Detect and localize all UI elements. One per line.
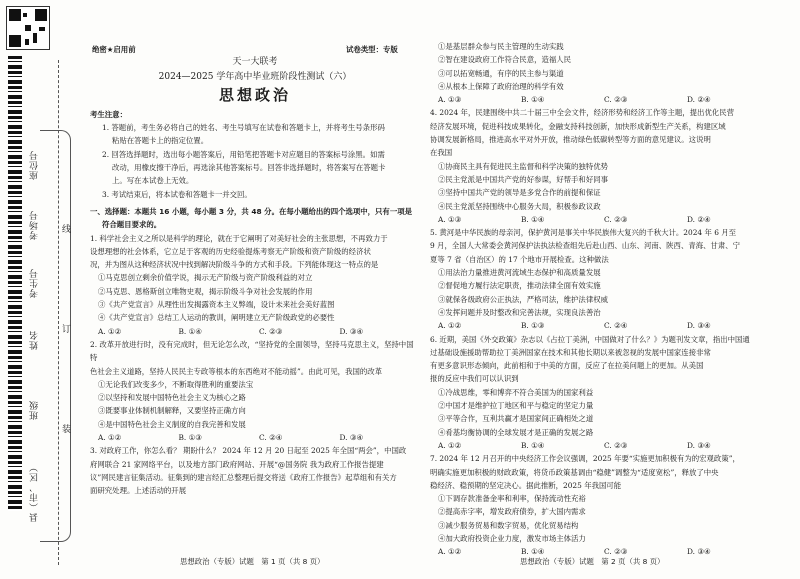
choice-b: B. ①③ — [178, 433, 202, 443]
question-stem: 在我国 — [430, 148, 453, 158]
question-stem: 稳经济、稳预期的坚定决心。据此推断，2025 年我国可能 — [430, 480, 622, 490]
choice-b: B. ①④ — [521, 214, 545, 224]
mark-staple: 装 — [62, 425, 72, 435]
question-stem: 夏等 7 省（自治区）的 17 个地市开展检查。这种做法 — [430, 254, 609, 264]
question-4 — [430, 106, 770, 226]
question-stem: 5. 黄河是中华民族的母亲河，保护黄河是事关中华民族伟大复兴的千秋大计。2024 年 6 月至 — [430, 228, 737, 238]
question-option: ④是中国特色社会主义制度的自我完善和发展 — [98, 419, 246, 429]
question-option: ③减少服务贸易和数字贸易，优化贸易结构 — [438, 520, 579, 530]
question-stem: 有更多意识形态倾向，此前相和于中美的方面，反应了在拉美问题上的更加。从美国 — [430, 361, 704, 371]
subject-title: 思想政治 — [218, 85, 291, 104]
question-stem: 6. 近期，美国《外交政策》杂志以《占拉丁美洲，中国做对了什么？》为题刊发文章，指出中国通 — [430, 334, 750, 344]
question-1 — [90, 232, 420, 338]
notice-line: 2. 回答选择题时，选出每小题答案后，用铅笔把答题卡对应题目的答案标号涂黑。如需 — [102, 149, 385, 159]
question-stem: 过基础设施援助帮助拉丁美洲国家在技术和其他长期以来被忽视的发展中国家连接非常 — [430, 347, 711, 357]
section-heading-cont: 符合题目要求的。 — [102, 220, 162, 230]
binding-strip — [0, 0, 82, 579]
right-column — [430, 40, 770, 559]
choice-d: D. ③④ — [687, 547, 711, 557]
choice-c: C. ②④ — [604, 321, 628, 331]
question-stem: 1. 科学社会主义之所以是科学的理论，就在于它阐明了对美好社会的主张思想，不再致力于 — [90, 233, 388, 243]
choice-d: D. ③④ — [687, 321, 711, 331]
question-option: ①无论我们改变多少，不断取得胜利的重要法宝 — [98, 379, 254, 389]
question-option: ①冷战思维，零和博弈不符合美国为的国家利益 — [438, 387, 594, 397]
question-option: ③平等合作，互利共赢才是国家间正确相处之道 — [438, 414, 594, 424]
question-stem: 2. 改革开放进行时，没有完成时，但无论怎么改，“坚持党的全面领导，坚持马克思主义，坚持中国特 — [90, 339, 414, 363]
question-option: ③既要事业体制机制解释，又要坚持正确方向 — [98, 406, 246, 416]
question-3 — [90, 444, 420, 497]
choice-c: C. ②③ — [259, 326, 283, 336]
notice-line: 粘贴在答题卡上的指定位置。 — [112, 136, 209, 146]
question-option: ①马克思创立剩余价值学说，揭示无产阶级与资产阶级利益的对立 — [98, 273, 313, 283]
choice-a: A. ①③ — [438, 95, 462, 105]
choice-b: B. ①④ — [521, 95, 545, 105]
field-class: 班级 — [30, 400, 40, 420]
question-option: ②中国才是维护拉丁地区和平与稳定的坚定力量 — [438, 401, 594, 411]
field-room-no: 考场号 — [30, 210, 40, 240]
field-seat-no: 座位号 — [30, 150, 40, 180]
notice-title: 考生注意： — [90, 109, 127, 119]
question-stem: 9 月，全国人大常委会黄河保护法执法检查组先后赴山西、山东、河南、陕西、青海、甘肃、宁 — [430, 241, 741, 251]
choice-d: D. ③④ — [687, 440, 711, 450]
question-option: ②马克思、恩格斯创立唯物史观，揭示阶级斗争对社会发展的作用 — [98, 286, 313, 296]
question-3-options — [430, 40, 770, 106]
notice-block — [90, 108, 420, 201]
choice-b: B. ①③ — [521, 321, 545, 331]
page-footer-right: 思想政治（专版）试题 第 2 页（共 8 页） — [520, 557, 665, 566]
notice-line: 上。写在本试卷上无效。 — [112, 176, 194, 186]
page-footer-left: 思想政治（专版）试题 第 1 页（共 8 页） — [180, 557, 325, 566]
barcode-icon — [8, 56, 22, 511]
question-option: ①协商民主具有促进民主监督和科学决策的独特优势 — [438, 161, 608, 171]
choice-d: D. ③④ — [339, 433, 364, 443]
question-option: ④肴基均衡协调的全球发展才是正确的发展之路 — [438, 427, 594, 437]
notice-line: 1. 答题前，考生务必将自己的姓名、考生号填写在试卷和答题卡上，并将考生号条形码 — [102, 123, 385, 133]
question-stem: 3. 对政府工作，你怎么看？ 期盼什么？ 2024 年 12 月 20 日起至 2025 年全国“两会”，中国政 — [90, 446, 407, 456]
choice-b: B. ①④ — [521, 547, 545, 557]
question-stem: 报的反应中我们可以认识到 — [430, 374, 519, 384]
question-stem: 况，并为图从这种经济状况中找到解决阶级斗争的方式和手段。下列能体现这一特点的是 — [90, 260, 379, 270]
section-heading: 一、选择题：本题共 16 小题，每小题 3 分，共 48 分。在每小题给出的四个选项中，只有一项是 — [90, 206, 412, 216]
field-county: 县（市、区） — [30, 462, 40, 522]
question-option: ③坚持中国共产党的领导是多党合作的前提和保证 — [438, 188, 601, 198]
mark-bind: 订 — [62, 325, 72, 335]
choice-d: D. ②④ — [687, 95, 711, 105]
question-stem: 设想理想的社会体系，它立足于客观的历史经验提炼考察无产阶级和资产阶级的经济状 — [90, 246, 371, 256]
choice-a: A. ①② — [98, 433, 122, 443]
question-stem: 面研究处理。上述活动的开展 — [90, 486, 187, 496]
question-option: ④《共产党宣言》总结工人运动的教训，阐明建立无产阶级政党的必要性 — [98, 313, 335, 323]
answer-choices — [430, 213, 770, 226]
choice-a: A. ①② — [98, 326, 122, 336]
question-stem: 4. 2024 年，民建围绕中共二十届三中全会文件，经济形势和经济工作等主题，提出优化民营 — [430, 108, 735, 118]
choice-a: A. ①② — [438, 440, 462, 450]
question-stem: 经济发展环境，促进科技成果转化，金融支持科技创新，加快形成新型生产关系，构建区域 — [430, 121, 726, 131]
question-option: ①是基层群众参与民主管理的生动实践 — [438, 42, 564, 51]
choice-b: B. ①④ — [178, 326, 202, 336]
question-stem: 府网联合 21 家网络平台，以及地方部门政府网站、开展“@国务院 我为政府工作报告提建 — [90, 459, 384, 469]
question-stem: 协调发展新格局，推进高水平对外开放，推动绿色低碳转型等方面的意见建议。这说明 — [430, 135, 711, 145]
question-7 — [430, 452, 770, 558]
question-option: ④从根本上保障了政府治理的科学有效 — [438, 81, 564, 91]
question-stem: 色社会主义道路，坚持人民民主专政等根本的东西绝对不能动摇”。由此可见，我国的改革 — [90, 366, 383, 376]
question-option: ①下调存款准备金率和利率，保持流动性充裕 — [438, 494, 586, 504]
notice-line: 改动，用橡皮擦干净后，再选涂其他答案标号。回答非选择题时，将答案写在答题卡 — [112, 163, 386, 173]
answer-choices — [430, 319, 770, 332]
answer-choices — [90, 431, 420, 444]
question-option: ②督促地方履行法定职责，推动法律全面有效实施 — [438, 281, 601, 291]
choice-d: D. ②④ — [687, 214, 711, 224]
question-option: ④发挥问题并及时整改和完善法规，实现良法善治 — [438, 307, 601, 317]
left-column — [90, 38, 420, 498]
confidential-label: 绝密★启用前 — [92, 45, 136, 54]
field-student-no: 考生号 — [30, 268, 40, 298]
mark-line: 线 — [62, 225, 72, 235]
choice-a: A. ①② — [438, 547, 462, 557]
question-option: ④民主党派坚持围绕中心服务大局，积极参政议政 — [438, 201, 601, 211]
question-option: ②民主党派是中国共产党的好参谋，好帮手和好同事 — [438, 174, 608, 184]
choice-c: C. ②③ — [604, 547, 628, 557]
choice-c: C. ②③ — [604, 95, 628, 105]
answer-choices — [90, 325, 420, 338]
question-option: ③可以拓宽畅通，有序的民主参与渠道 — [438, 68, 564, 78]
notice-line: 3. 考试结束后，将本试卷和答题卡一并交回。 — [102, 189, 252, 199]
qr-code-icon — [6, 6, 50, 50]
question-stem: 7. 2024 年 12 月召开的中央经济工作会议强调，2025 年要“实施更加积极有为的宏观政策”， — [430, 454, 740, 464]
question-option: ③《共产党宣言》从理性出发揭露资本主义弊端，设计未来社会美好蓝图 — [98, 300, 335, 310]
question-5 — [430, 226, 770, 332]
choice-c: C. ②③ — [604, 214, 628, 224]
choice-b: B. ①④ — [521, 440, 545, 450]
answer-choices — [430, 439, 770, 452]
paper-type-label: 试卷类型：专版 — [346, 45, 398, 54]
org-title: 天一大联考 — [232, 57, 278, 67]
question-option: ③就保各级政府公正执法，严格司法，维护法律权威 — [438, 294, 608, 304]
choice-c: C. ②③ — [604, 440, 628, 450]
question-option: ①用法治力量推进黄河流域生态保护和高质量发展 — [438, 268, 601, 278]
answer-choices — [430, 93, 770, 106]
question-option: ②提高赤字率，增发政府债券，扩大国内需求 — [438, 507, 586, 517]
question-option: ②智在建设政府工作符合民意，造福人民 — [438, 55, 572, 65]
question-stem: 明确实施更加积极的财政政策，将货币政策基调由“稳健”调整为“适度宽松”，释放了中央 — [430, 467, 719, 477]
question-2 — [90, 338, 420, 444]
field-name: 姓名 — [30, 330, 40, 350]
choice-d: D. ③④ — [339, 326, 364, 336]
choice-c: C. ②④ — [259, 433, 283, 443]
question-option: ②以坚持和发展中国特色社会主义为核心之路 — [98, 393, 246, 403]
question-option: ④加大政府投资企业力度，激发市场主体活力 — [438, 533, 586, 543]
choice-a: A. ①② — [438, 321, 462, 331]
exam-title: 2024—2025 学年高中毕业班阶段性测试（六） — [158, 72, 352, 83]
choice-a: A. ①③ — [438, 214, 462, 224]
question-stem: 议”网民建言征集活动。征集到的建言经汇总整理后提交将送《政府工作报告》起草组和有关方 — [90, 472, 397, 482]
binding-frame — [40, 130, 71, 542]
question-6 — [430, 333, 770, 453]
